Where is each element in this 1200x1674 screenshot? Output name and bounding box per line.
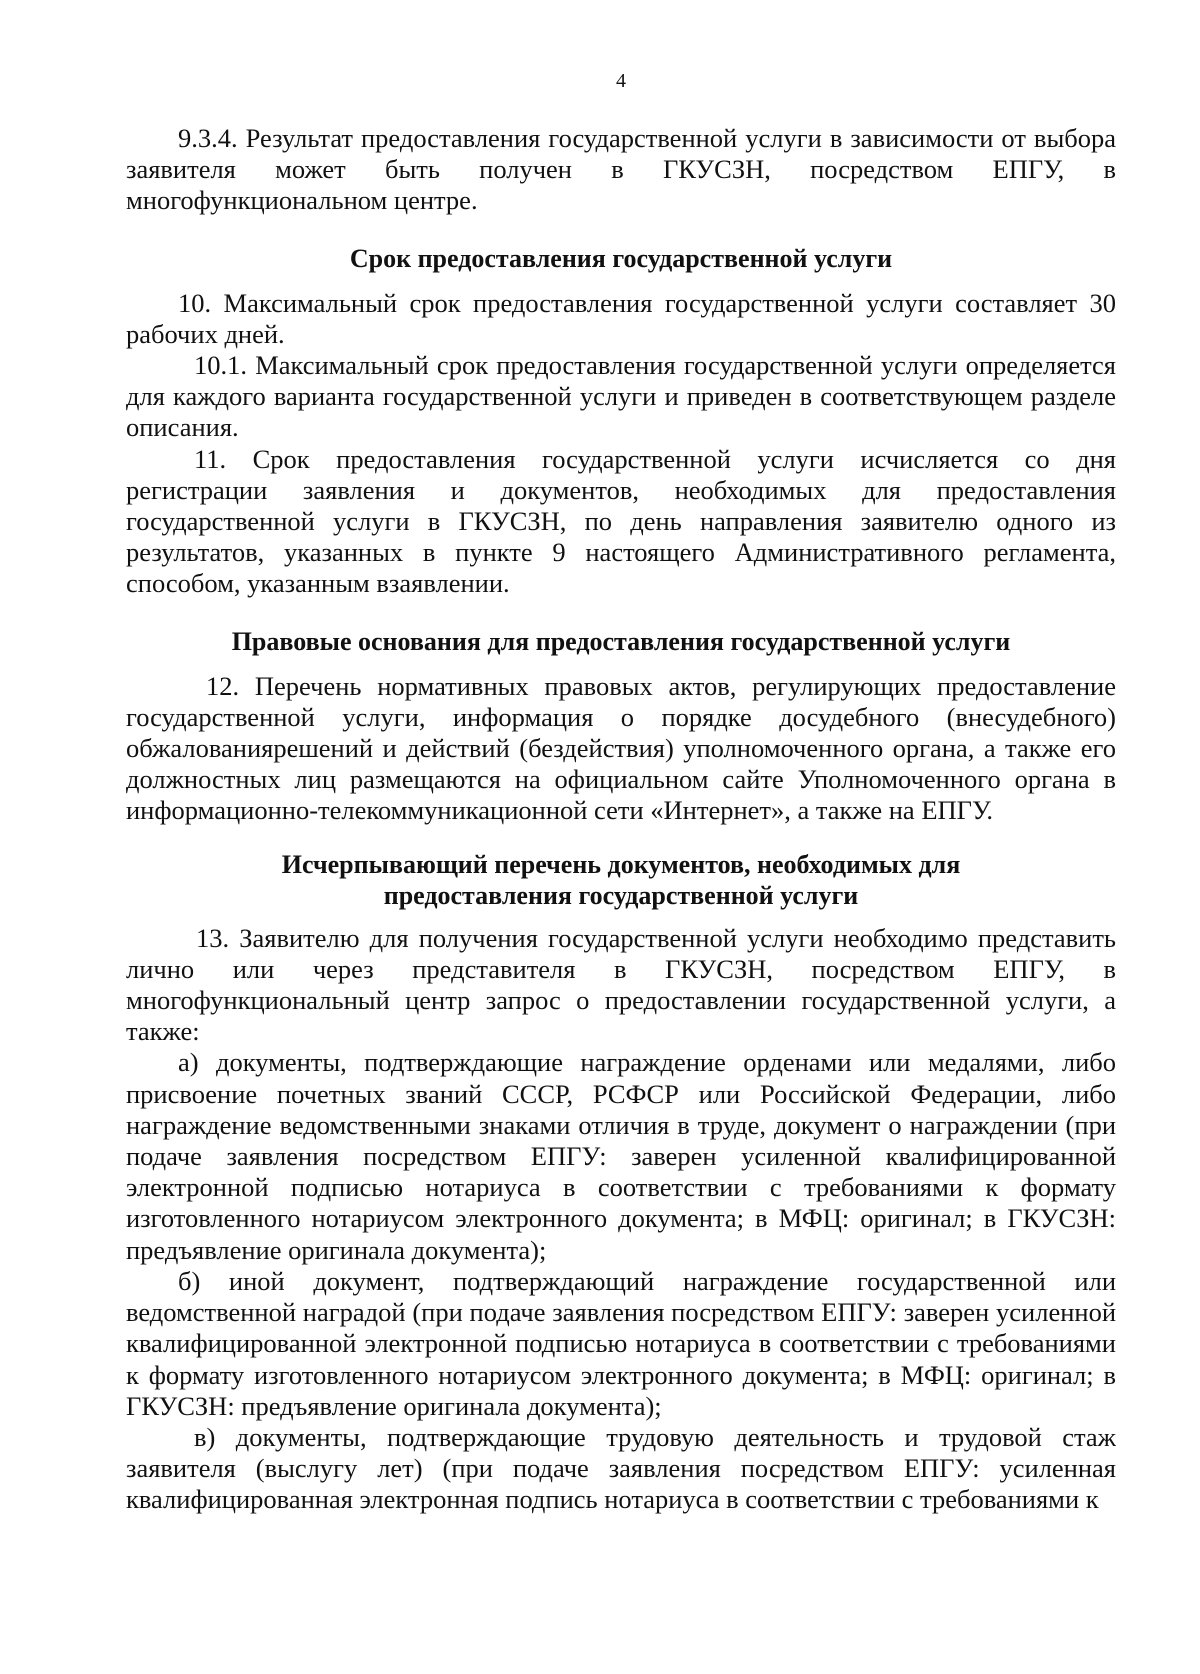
paragraph-10: 10. Максимальный срок предоставления государственной услуги составляет 30 рабочих дней.: [126, 287, 1116, 349]
list-item-b: б) иной документ, подтверждающий награждение государственной или ведомственной наградой (при подаче заявления посредством ЕПГУ: заверен усиленной квалифицированной электронной подписью нотариуса в соответствии с требованиями к формату изготовленного нотариусом электронного документа; в МФЦ: оригинал; в ГКУСЗН: предъявление оригинала документа);: [126, 1265, 1116, 1421]
paragraph-11: 11. Срок предоставления государственной услуги исчисляется со дня регистрации заявления и документов, необходимых для предоставления государственной услуги в ГКУСЗН, по день направления заявителю одного из результатов, указанных в пункте 9 настоящего Административного регламента, способом, указанным взаявлении.: [126, 443, 1116, 599]
paragraph-10-1: 10.1. Максимальный срок предоставления государственной услуги определяется для каждого варианта государственной услуги и приведен в соответствующем разделе описания.: [126, 350, 1116, 443]
paragraph-9-3-4: 9.3.4. Результат предоставления государственной услуги в зависимости от выбора заявителя может быть получен в ГКУСЗН, посредством ЕПГУ, в многофункциональном центре.: [126, 123, 1116, 216]
heading-legal-basis: Правовые основания для предоставления государственной услуги: [231, 626, 1011, 656]
paragraph-12: 12. Перечень нормативных правовых актов, регулирующих предоставление государственной услуги, информация о порядке досудебного (внесудебного) обжалованиярешений и действий (бездействия) уполномоченного органа, а также его должностных лиц размещаются на официальном сайте Уполномоченного органа в информационно-телекоммуникационной сети «Интернет», а также на ЕПГУ.: [126, 670, 1116, 826]
document-page: [126, 70, 1116, 1516]
list-item-a: а) документы, подтверждающие награждение орденами или медалями, либо присвоение почетных званий СССР, РСФСР или Российской Федерации, либо награждение ведомственными знаками отличия в труде, документ о награждении (при подаче заявления посредством ЕПГУ: заверен усиленной квалифицированной электронной подписью нотариуса в соответствии с требованиями к формату изготовленного нотариусом электронного документа; в МФЦ: оригинал; в ГКУСЗН: предъявление оригинала документа);: [126, 1047, 1116, 1265]
heading-required-documents-line-2: предоставления государственной услуги: [383, 880, 859, 910]
page-number: 4: [616, 70, 626, 92]
list-item-v: в) документы, подтверждающие трудовую деятельность и трудовой стаж заявителя (выслугу лет) (при подаче заявления посредством ЕПГУ: усиленная квалифицированная электронная подпись нотариуса в соответствии с требованиями к: [126, 1421, 1116, 1515]
heading-service-term: Срок предоставления государственной услуги: [349, 243, 893, 273]
heading-required-documents: [126, 849, 1116, 911]
paragraph-13: 13. Заявителю для получения государственной услуги необходимо представить лично или через представителя в ГКУСЗН, посредством ЕПГУ, в многофункциональный центр запрос о предоставлении государственной услуги, а также:: [126, 922, 1116, 1047]
heading-required-documents-line-1: Исчерпывающий перечень документов, необходимых для: [281, 849, 961, 879]
